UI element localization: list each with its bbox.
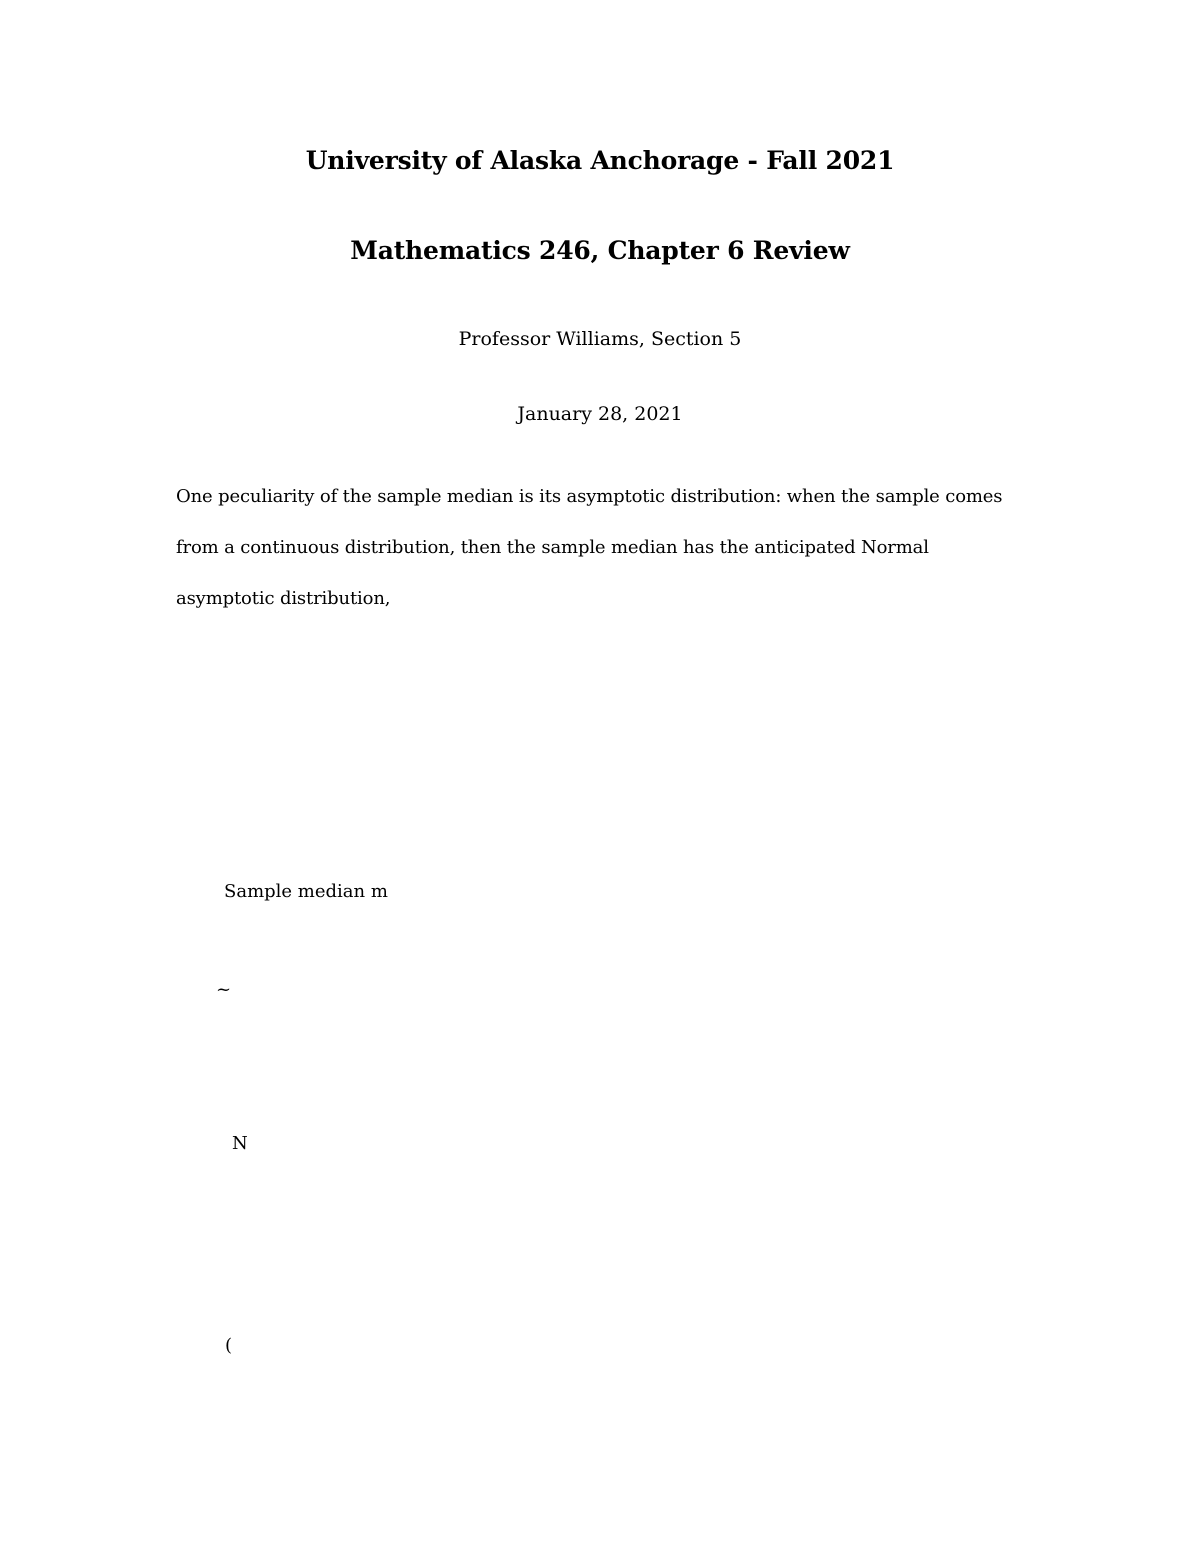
document-title: University of Alaska Anchorage - Fall 2021 [305,146,895,175]
body-line: asymptotic distribution, [176,588,391,609]
document-date: January 28, 2021 [517,403,683,425]
body-paragraph [176,471,1036,624]
professor-section: Professor Williams, Section 5 [458,328,742,350]
document-subtitle-heading: Mathematics 246, Chapter 6 Review [350,236,850,265]
formula-fragment-paren: ( [225,1335,233,1356]
body-line: from a continuous distribution, then the sample median has the anticipated Normal [176,537,929,558]
formula-fragment-normal: N [232,1133,248,1154]
body-line: One peculiarity of the sample median is its asymptotic distribution: when the sample comes [176,486,1003,507]
formula-fragment-sample-median: Sample median m [224,881,388,902]
formula-fragment-tilde: ~ [216,979,232,1000]
